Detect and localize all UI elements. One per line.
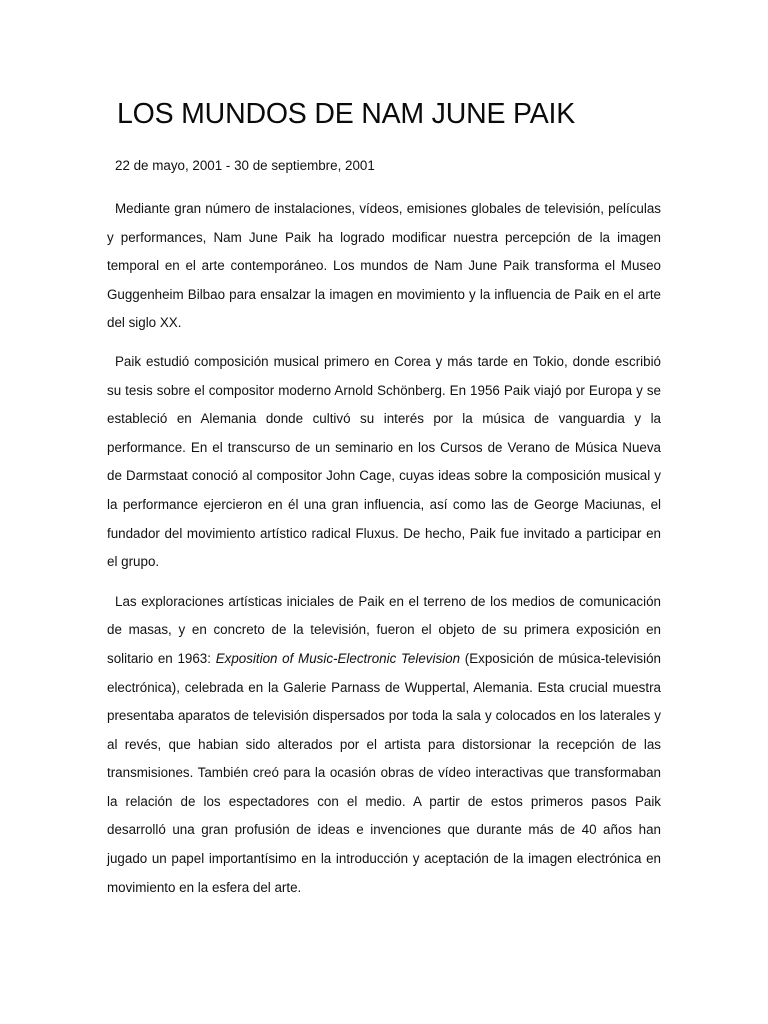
paragraph-introduction: Mediante gran número de instalaciones, vídeos, emisiones globales de televisión, películas y performances, Nam June Paik ha logrado modificar nuestra percepción de la imagen temporal en el arte contemporáneo. Los mundos de Nam June Paik transforma el Museo Guggenheim Bilbao para ensalzar la imagen en movimiento y la influencia de Paik en el arte del siglo XX.: [107, 201, 661, 331]
paragraph-explorations-text-start: Las exploraciones artísticas iniciales de Paik en el terreno de los medios de comunicación de masas, y en concreto de la televisión, fueron el objeto de su primera exposición en solitario en 1963:: [107, 593, 661, 666]
document-title: LOS MUNDOS DE NAM JUNE PAIK: [117, 98, 576, 130]
paragraph-biography: Paik estudió composición musical primero en Corea y más tarde en Tokio, donde escribió su tesis sobre el compositor moderno Arnold Schönberg. En 1956 Paik viajó por Europa y se estableció en Alemania donde cultivó su interés por la música de vanguardia y la performance. En el transcurso de un seminario en los Cursos de Verano de Música Nueva de Darmstaat conoció al compositor John Cage, cuyas ideas sobre la composición musical y la performance ejercieron en él una gran influencia, así como las de George Maciunas, el fundador del movimiento artístico radical Fluxus. De hecho, Paik fue invitado a participar en el grupo.: [107, 353, 661, 570]
exhibition-title-italic: Exposition of Music-Electronic Television: [215, 650, 461, 666]
paragraph-explorations: [107, 588, 661, 903]
exhibition-date-range: 22 de mayo, 2001 - 30 de septiembre, 2001: [115, 158, 375, 173]
paragraph-explorations-text-end: (Exposición de música-televisión electrónica), celebrada en la Galerie Parnass de Wuppertal, Alemania. Esta crucial muestra presentaba aparatos de televisión dispersados por toda la sala y colocados en los laterales y al revés, que habian sido alterados por el artista para distorsionar la recepción de las transmisiones. También creó para la ocasión obras de vídeo interactivas que transformaban la relación de los espectadores con el medio. A partir de estos primeros pasos Paik desarrolló una gran profusión de ideas e invenciones que durante más de 40 años han jugado un papel importantísimo en la introducción y aceptación de la imagen electrónica en movimiento en la esfera del arte.: [107, 650, 661, 895]
document-page: [107, 94, 661, 902]
